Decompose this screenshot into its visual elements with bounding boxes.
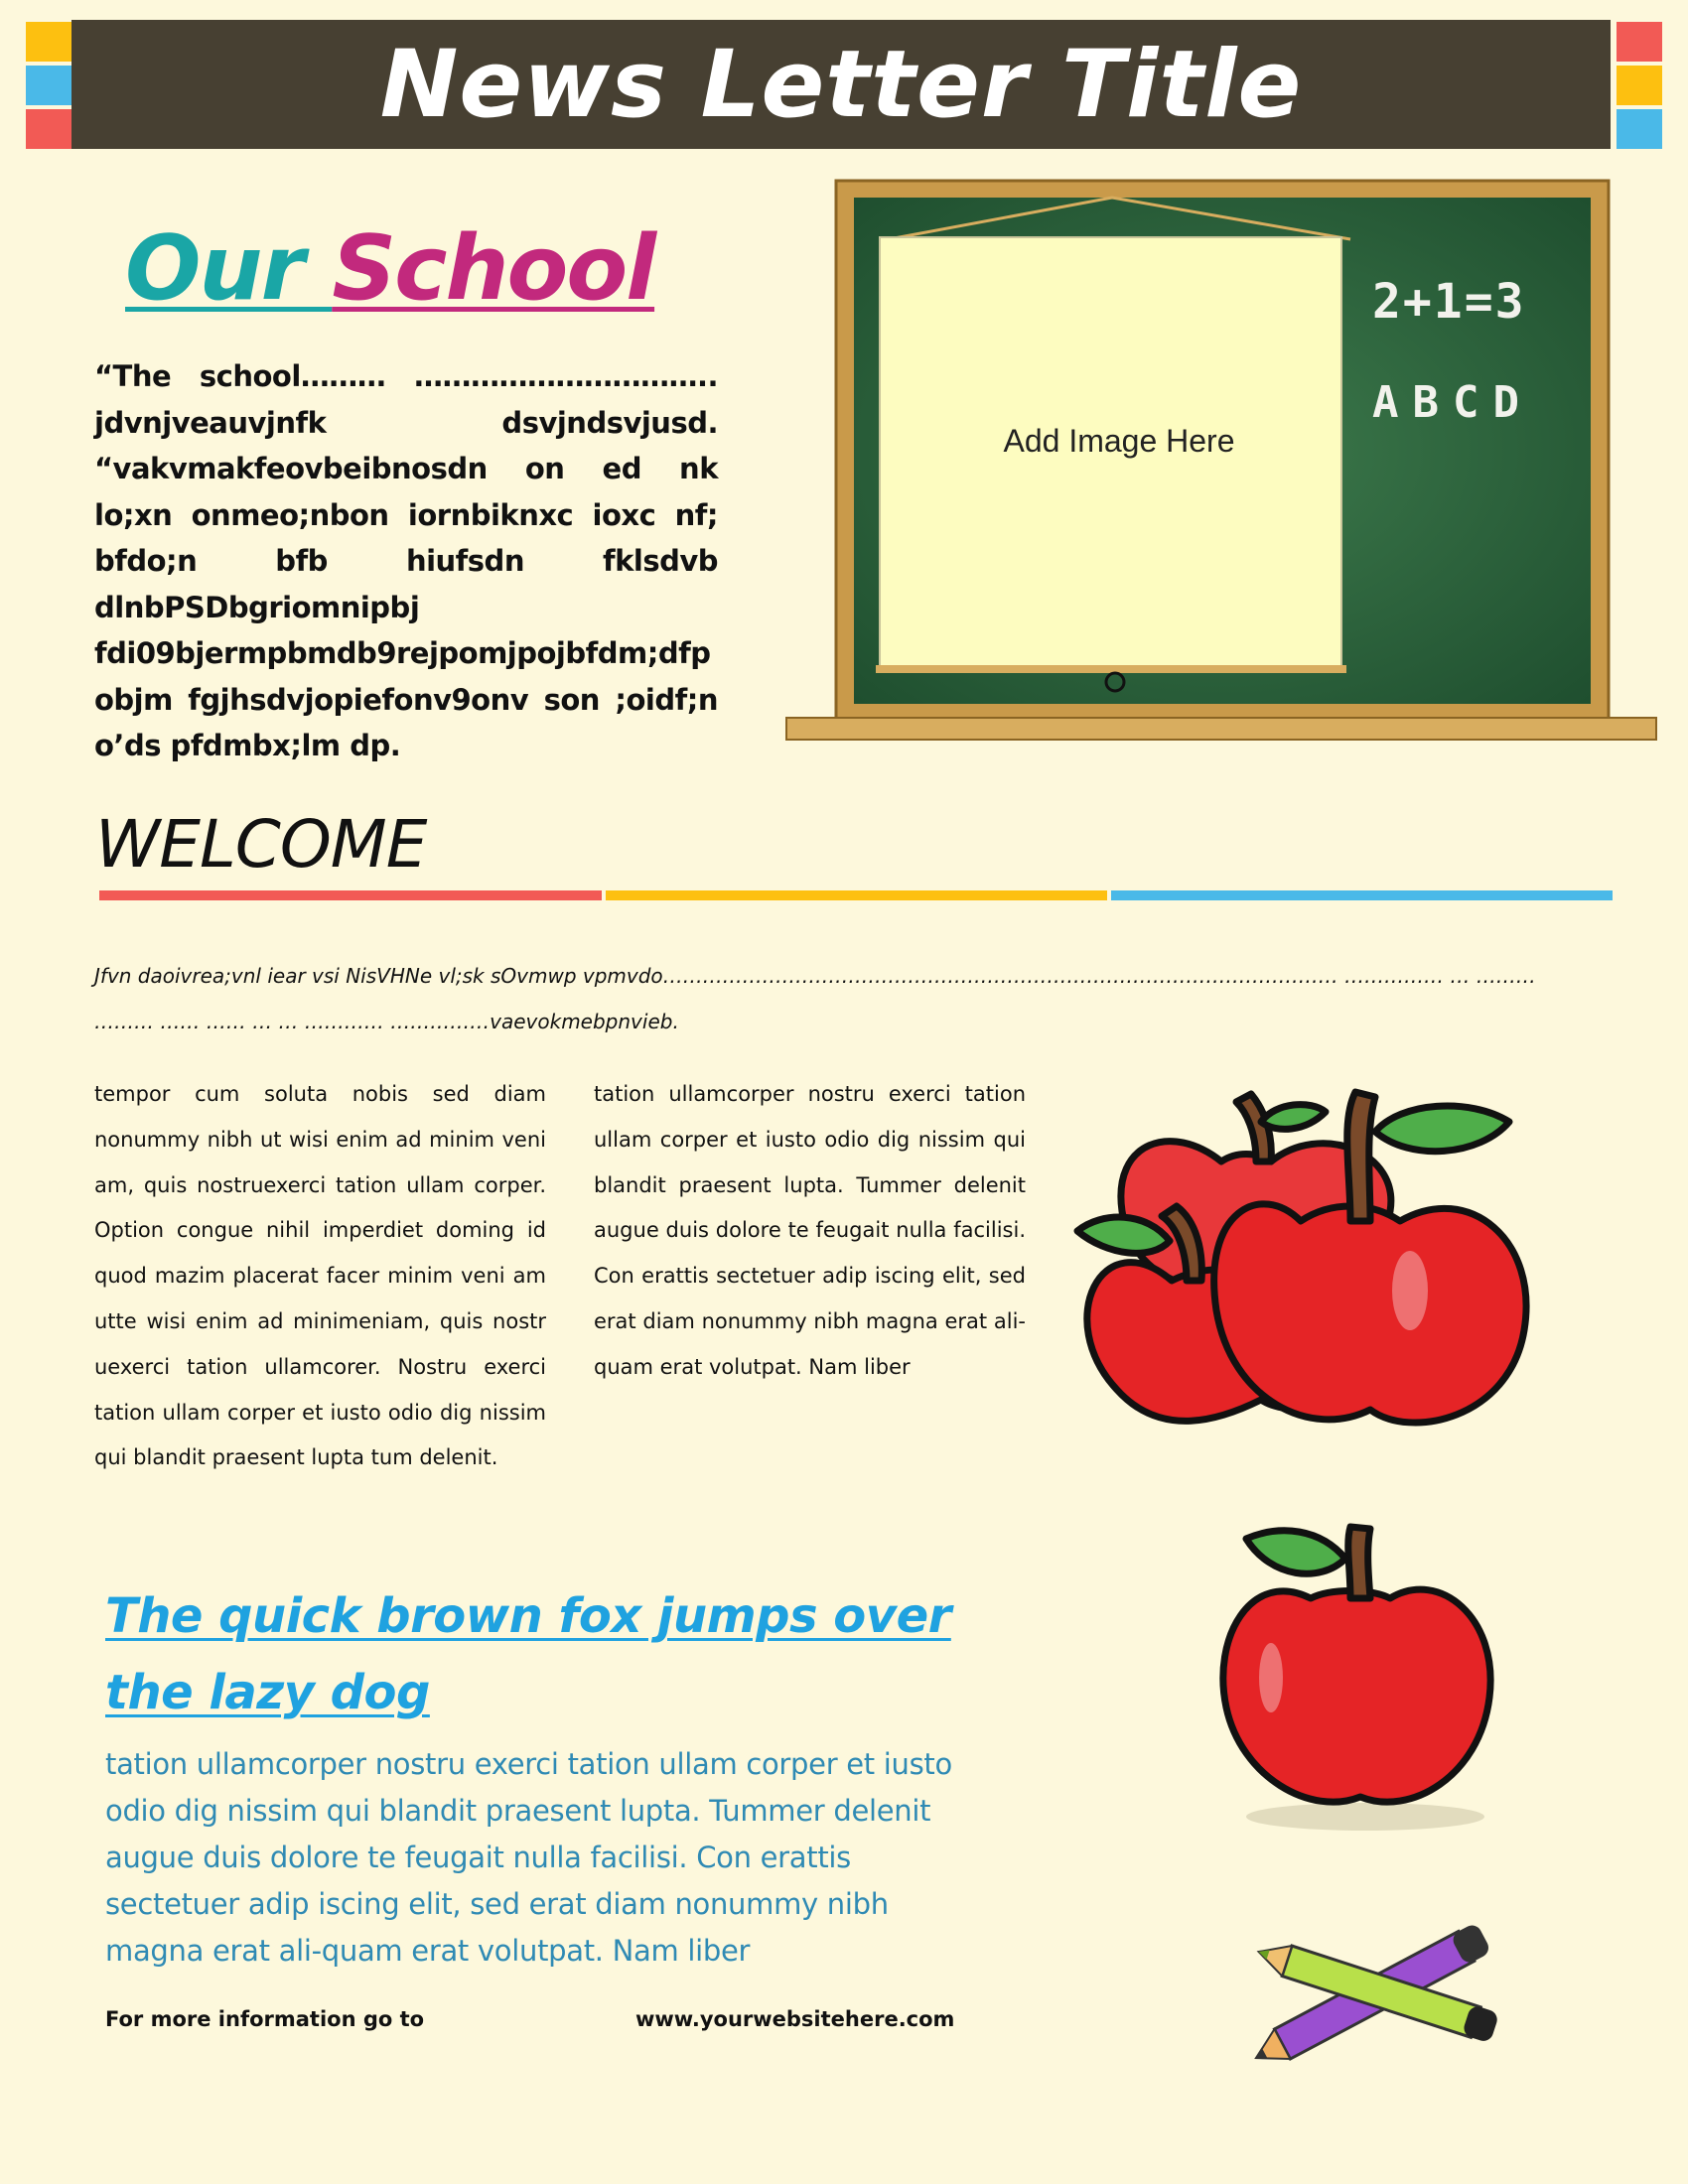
- welcome-intro: Jfvn daoivrea;vnl iear vsi NisVHNe vl;sk sOvmwp vpmvdo………………………………………………………………………………………… …………… … ……… ……… …… …… … … ………… ……………vaevokmebpnvieb.: [94, 964, 1536, 1033]
- image-placeholder[interactable]: Add Image Here: [1003, 422, 1235, 459]
- footer-website-link[interactable]: www.yourwebsitehere.com: [635, 2007, 955, 2031]
- body-column-2: tation ullamcorper nostru exerci tation ullam corper et iusto odio dig nissim qui blandit praesent lupta. Tummer delenit augue duis dolore te feugait nulla facilisi. Con erattis sectetuer adip iscing elit, sed erat diam nonummy nibh magna erat ali-quam erat volutpat. Nam liber: [594, 1082, 1026, 1379]
- school-quote: “The school……… ………………………….. jdvnjveauvjnfk dsvjndsvjusd. “vakvmakfeovbeibnosdn on ed nk lo;xn onmeo;nbon iornbiknxc ioxc nf; bfdo;n bfb hiufsdn fklsdvb dlnbPSDbgriomnipbj fdi09bjermpbmdb9rejpomjpojbfdm;dfpobjm fgjhsdvjopiefonv9onv son ;oidf;n o’ds pfdmbx;lm dp.: [94, 359, 718, 762]
- corner-square-blue-right: [1617, 109, 1662, 149]
- newsletter-title: News Letter Title: [379, 30, 1303, 139]
- corner-square-yellow-right: [1617, 66, 1662, 105]
- corner-square-red: [26, 109, 71, 149]
- school-heading-part1: Our: [125, 216, 333, 321]
- footer-info-label: For more information go to: [105, 2007, 425, 2031]
- feature-body: tation ullamcorper nostru exerci tation ullam corper et iusto odio dig nissim qui blandit praesent lupta. Tummer delenit augue duis dolore te feugait nulla facilisi. Con erattis sectetuer adip iscing elit, sed erat diam nonummy nibh magna erat ali-quam erat volutpat. Nam liber: [105, 1747, 952, 1968]
- title-bar: [71, 20, 1611, 149]
- corner-square-blue: [26, 66, 71, 105]
- welcome-bar-yellow: [606, 890, 1107, 900]
- apple-icon: [1201, 1509, 1519, 1837]
- apples-icon: [1053, 1082, 1618, 1509]
- chalk-letters: ABCD: [1372, 377, 1533, 428]
- chalk-equation: 2+1=3: [1372, 274, 1526, 330]
- corner-square-yellow: [26, 22, 71, 62]
- welcome-bar-blue: [1111, 890, 1613, 900]
- welcome-bar-red: [99, 890, 602, 900]
- school-heading-part2: School: [332, 216, 655, 321]
- corner-square-red-right: [1617, 22, 1662, 62]
- body-column-1: tempor cum soluta nobis sed diam nonummy nibh ut wisi enim ad minim veni am, quis nostruexerci tation ullam corper. Option congue nihil imperdiet doming id quod mazim placerat facer minim veni am utte wisi enim ad minimeniam, quis nostr uexerci tation ullamcorer. Nostru exerci tation ullam corper et iusto odio dig nissim qui blandit praesent lupta tum delenit.: [94, 1082, 546, 1470]
- welcome-heading: WELCOME: [95, 806, 427, 883]
- school-heading: [125, 216, 654, 321]
- feature-heading-link[interactable]: The quick brown fox jumps over the lazy dog: [105, 1588, 951, 1720]
- pencils-icon: [1231, 1906, 1529, 2085]
